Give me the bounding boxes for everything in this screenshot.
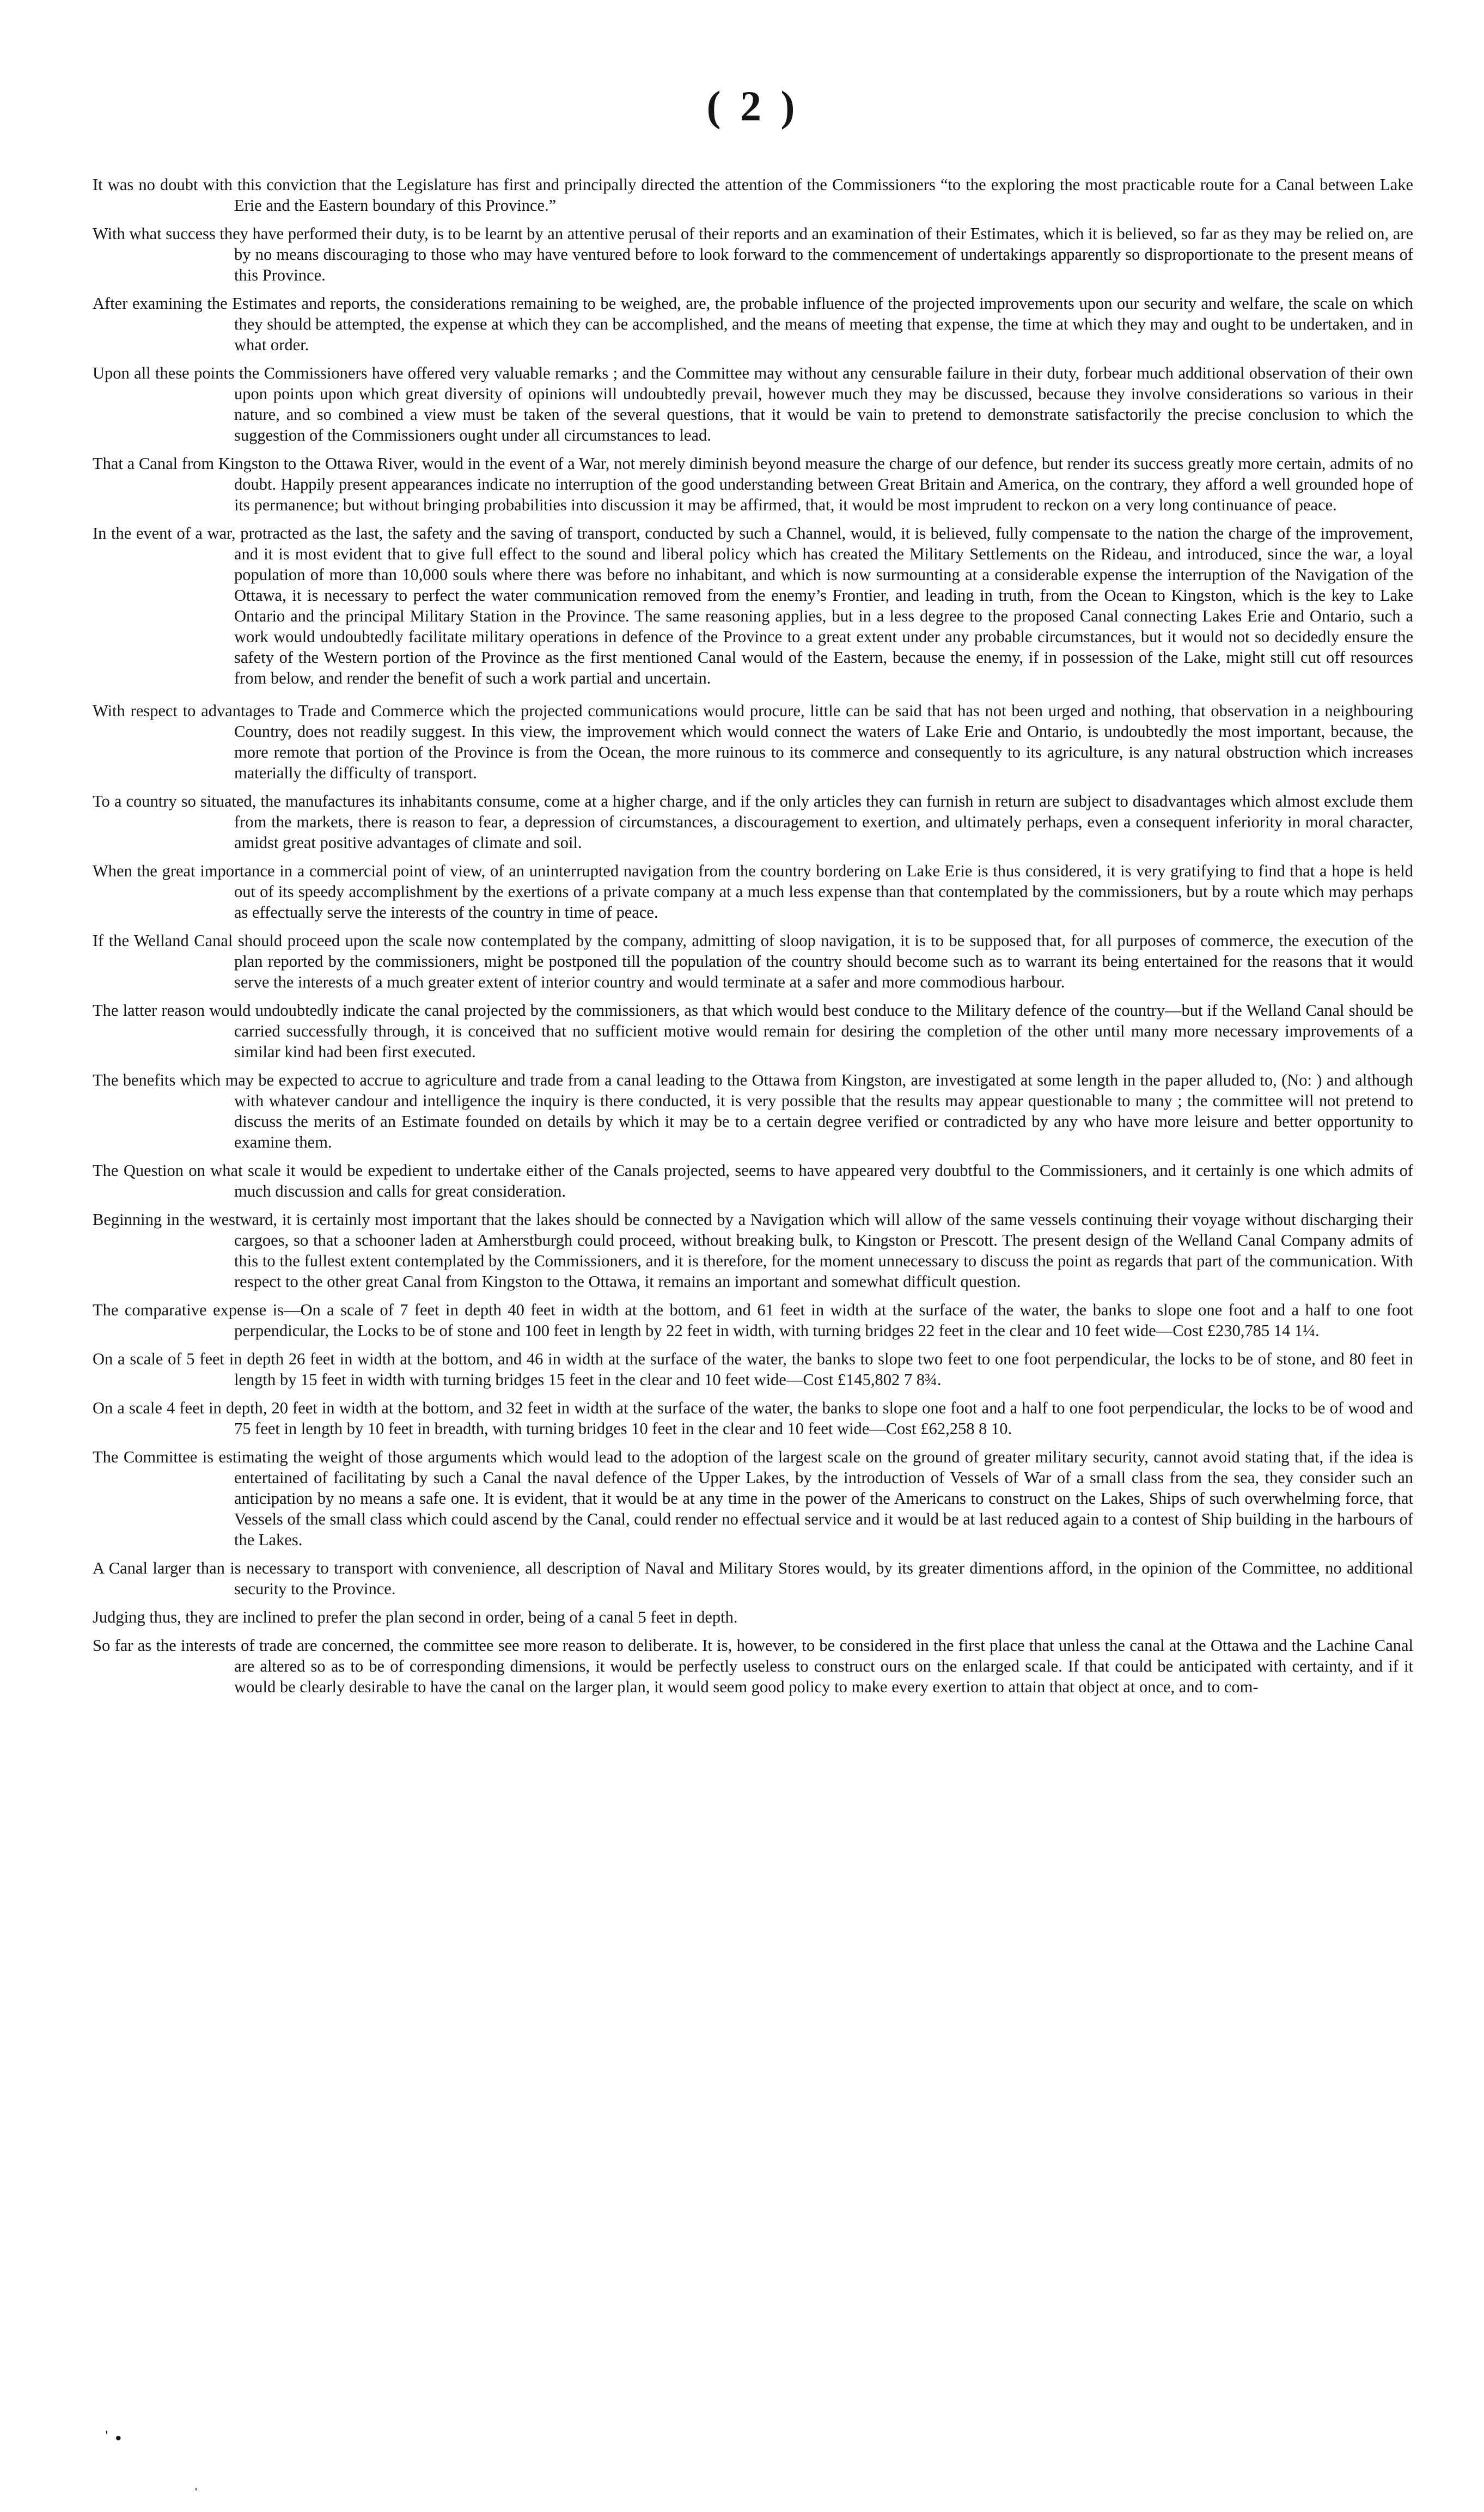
paragraph-commercial-importance: When the great importance in a commercial point of view, of an uninterrupted navigation from the country bordering on Lake Erie is thus considered, it is very gratifying to find that a hope is held out of its speedy accomplishment by the exertions of a private company at a much less expense than that contemplated by the commissioners, but by a route which may perhaps as effectually serve the interests of the country in time of peace. (93, 862, 1413, 922)
paragraph-larger-canal: A Canal larger than is necessary to transport with convenience, all description of Naval and Military Stores would, by its greater dimentions afford, in the opinion of the Committee, no additional security to the Province. (93, 1559, 1413, 1598)
paragraph-success: With what success they have performed their duty, is to be learnt by an attentive perusal of their reports and an examination of their Estimates, which it is believed, so far as they may be relied on, are by no means discouraging to those who may have ventured before to look forward to the commencement of undertakings apparently so disproportionate to the present means of this Province. (93, 224, 1413, 284)
paragraph-scale-7-feet: The comparative expense is—On a scale of 7 feet in depth 40 feet in width at the bottom, and 61 feet in width at the surface of the water, the banks to slope one foot and a half to one foot perpendicular, the Locks to be of stone and 100 feet in length by 22 feet in width, with turning bridges 22 feet in the clear and 10 feet wide—Cost £230,785 14 1¼. (93, 1301, 1413, 1340)
paragraph-question-scale: The Question on what scale it would be expedient to undertake either of the Canals projected, seems to have appeared very doubtful to the Commissioners, and it certainly is one which admits of much discussion and calls for great consideration. (93, 1161, 1413, 1200)
margin-mark-lower: ˌ (193, 2473, 199, 2491)
paragraph-latter-reason: The latter reason would undoubtedly indicate the canal projected by the commissioners, as that which would best conduce to the Military defence of the country—but if the Welland Canal should be carried successfully through, it is conceived that no sufficient motive would remain for desiring the completion of the other until many more necessary improvements of a similar kind had been first executed. (93, 1001, 1413, 1061)
paragraph-legislature: It was no doubt with this conviction that the Legislature has first and principally directed the attention of the Commissioners “to the exploring the most practicable route for a Canal between Lake Erie and the Eastern boundary of this Province.” (93, 175, 1413, 215)
paragraph-scale-5-feet: On a scale of 5 feet in depth 26 feet in width at the bottom, and 46 in width at the surface of the water, the banks to slope two feet to one foot perpendicular, the locks to be of stone, and 80 feet in length by 15 feet in width with turning bridges 15 feet in the clear and 10 feet wide—Cost £145,802 7 8¾. (93, 1350, 1413, 1389)
paragraph-trade-commerce: With respect to advantages to Trade and Commerce which the projected communications would procure, little can be said that has not been urged and nothing, that observation in a neighbouring Country, does not readily suggest. In this view, the improvement which would connect the waters of Lake Erie and Ontario, is undoubtedly the most important, because, the more remote that portion of the Province is from the Ocean, the more ruinous to its commerce and consequently to its agriculture, is any natural obstruction which increases materially the difficulty of transport. (93, 702, 1413, 782)
paragraph-commissioners-remarks: Upon all these points the Commissioners have offered very valuable remarks ; and the Committee may without any censurable failure in their duty, forbear much additional observation of their own upon points upon which great diversity of opinions will undoubtedly prevail, however much they may be discussed, because they involve considerations so various in their nature, and so combined a view must be taken of the several questions, that it would be vain to pretend to demonstrate satisfactorily the precise conclusion to which the suggestion of the Commissioners ought under all circumstances to lead. (93, 364, 1413, 444)
paragraph-welland-canal: If the Welland Canal should proceed upon the scale now contemplated by the company, admitting of sloop navigation, it is to be supposed that, for all purposes of commerce, the execution of the plan reported by the commissioners, might be postponed till the population of the country should become such as to warrant its being entertained for the reasons that it would serve the interests of a much greater extent of interior country and would terminate at a safer and more commodious harbour. (93, 931, 1413, 991)
paragraph-committee-estimating: The Committee is estimating the weight of those arguments which would lead to the adoption of the largest scale on the ground of greater military security, cannot avoid stating that, if the idea is entertained of facilitating by such a Canal the naval defence of the Upper Lakes, by the introduction of Vessels of War of a small class from the sea, they consider such an anticipation by no means a safe one. It is evident, that it would be at any time in the power of the Americans to construct on the Lakes, Ships of such overwhelming force, that Vessels of the small class which could ascend by the Canal, could render no effectual service and it would be at last reduced again to a contest of Ship building in the harbours of the Lakes. (93, 1448, 1413, 1549)
margin-mark: ˈ • (103, 2427, 122, 2449)
paragraph-kingston-ottawa: That a Canal from Kingston to the Ottawa River, would in the event of a War, not merely diminish beyond measure the charge of our defence, but render its success greatly more certain, admits of no doubt. Happily present appearances indicate no interruption of the good understanding between Great Britain and America, on the contrary, they afford a well grounded hope of its permanence; but without bringing probabilities into discussion it may be affirmed, that, it would be most imprudent to reckon on a very long continuance of peace. (93, 454, 1413, 514)
paragraph-westward: Beginning in the westward, it is certainly most important that the lakes should be connected by a Navigation which will allow of the same vessels continuing their voyage without discharging their cargoes, so that a schooner laden at Amherstburgh could proceed, without breaking bulk, to Kingston or Prescott. The present design of the Welland Canal Company admits of this to the fullest extent contemplated by the Commissioners, and it is therefore, for the moment unnecessary to discuss the point as regards that part of the communication. With respect to the other great Canal from Kingston to the Ottawa, it remains an important and somewhat difficult question. (93, 1210, 1413, 1291)
paragraph-interests-trade: So far as the interests of trade are concerned, the committee see more reason to deliberate. It is, however, to be considered in the first place that unless the canal at the Ottawa and the Lachine Canal are altered so as to be of corresponding dimensions, it would be perfectly useless to construct ours on the enlarged scale. If that could be anticipated with certainty, and if it would be clearly desirable to have the canal on the larger plan, it would seem good policy to make every exertion to attain that object at once, and to com- (93, 1636, 1413, 1696)
paragraph-event-of-war: In the event of a war, protracted as the last, the safety and the saving of transport, conducted by such a Channel, would, it is believed, fully compensate to the nation the charge of the improvement, and it is most evident that to give full effect to the sound and liberal policy which has created the Military Settlements on the Rideau, and introduced, since the war, a loyal population of more than 10,000 souls where there was before no inhabitant, and which is now surmounting at a considerable expense the interruption of the Navigation of the Ottawa, it is necessary to perfect the water communication removed from the enemy’s Frontier, and leading in truth, from the Ocean to Kingston, which is the key to Lake Ontario and the principal Military Station in the Province. The same reasoning applies, but in a less degree to the proposed Canal connecting Lakes Erie and Ontario, such a work would undoubtedly facilitate military operations in defence of the Province to a great extent under any probable circumstances, but it would not so decidedly ensure the safety of the Western portion of the Province as the first mentioned Canal would of the Eastern, because the enemy, if in possession of the Lake, might still cut off resources from below, and render the benefit of such a work partial and uncertain. (93, 524, 1413, 687)
paragraph-benefits: The benefits which may be expected to accrue to agriculture and trade from a canal leading to the Ottawa from Kingston, are investigated at some length in the paper alluded to, (No: ) and although with whatever candour and intelligence the inquiry is there conducted, it is very possible that the results may appear questionable to many ; the committee will not pretend to discuss the merits of an Estimate founded on details by which it may be to a certain degree verified or contradicted by any who have more leisure and better opportunity to examine them. (93, 1071, 1413, 1151)
page-number: ( 2 ) (706, 82, 799, 130)
paragraph-country-situated: To a country so situated, the manufactures its inhabitants consume, come at a higher charge, and if the only articles they can furnish in return are subject to disadvantages which almost exclude them from the markets, there is reason to fear, a depression of circumstances, a discouragement to exertion, and ultimately perhaps, even a consequent inferiority in moral character, amidst great positive advantages of climate and soil. (93, 792, 1413, 852)
paragraph-judging: Judging thus, they are inclined to prefer the plan second in order, being of a canal 5 feet in depth. (93, 1608, 738, 1626)
paragraph-scale-4-feet: On a scale 4 feet in depth, 20 feet in width at the bottom, and 32 feet in width at the surface of the water, the banks to slope one foot and a half to one foot perpendicular, the locks to be of wood and 75 feet in length by 10 feet in breadth, with turning bridges 10 feet in the clear and 10 feet wide—Cost £62,258 8 10. (93, 1399, 1413, 1438)
paragraph-estimates: After examining the Estimates and reports, the considerations remaining to be weighed, are, the probable influence of the projected improvements upon our security and welfare, the scale on which they should be attempted, the expense at which they can be accomplished, and the means of meeting that expense, the time at which they may and ought to be undertaken, and in what order. (93, 294, 1413, 354)
